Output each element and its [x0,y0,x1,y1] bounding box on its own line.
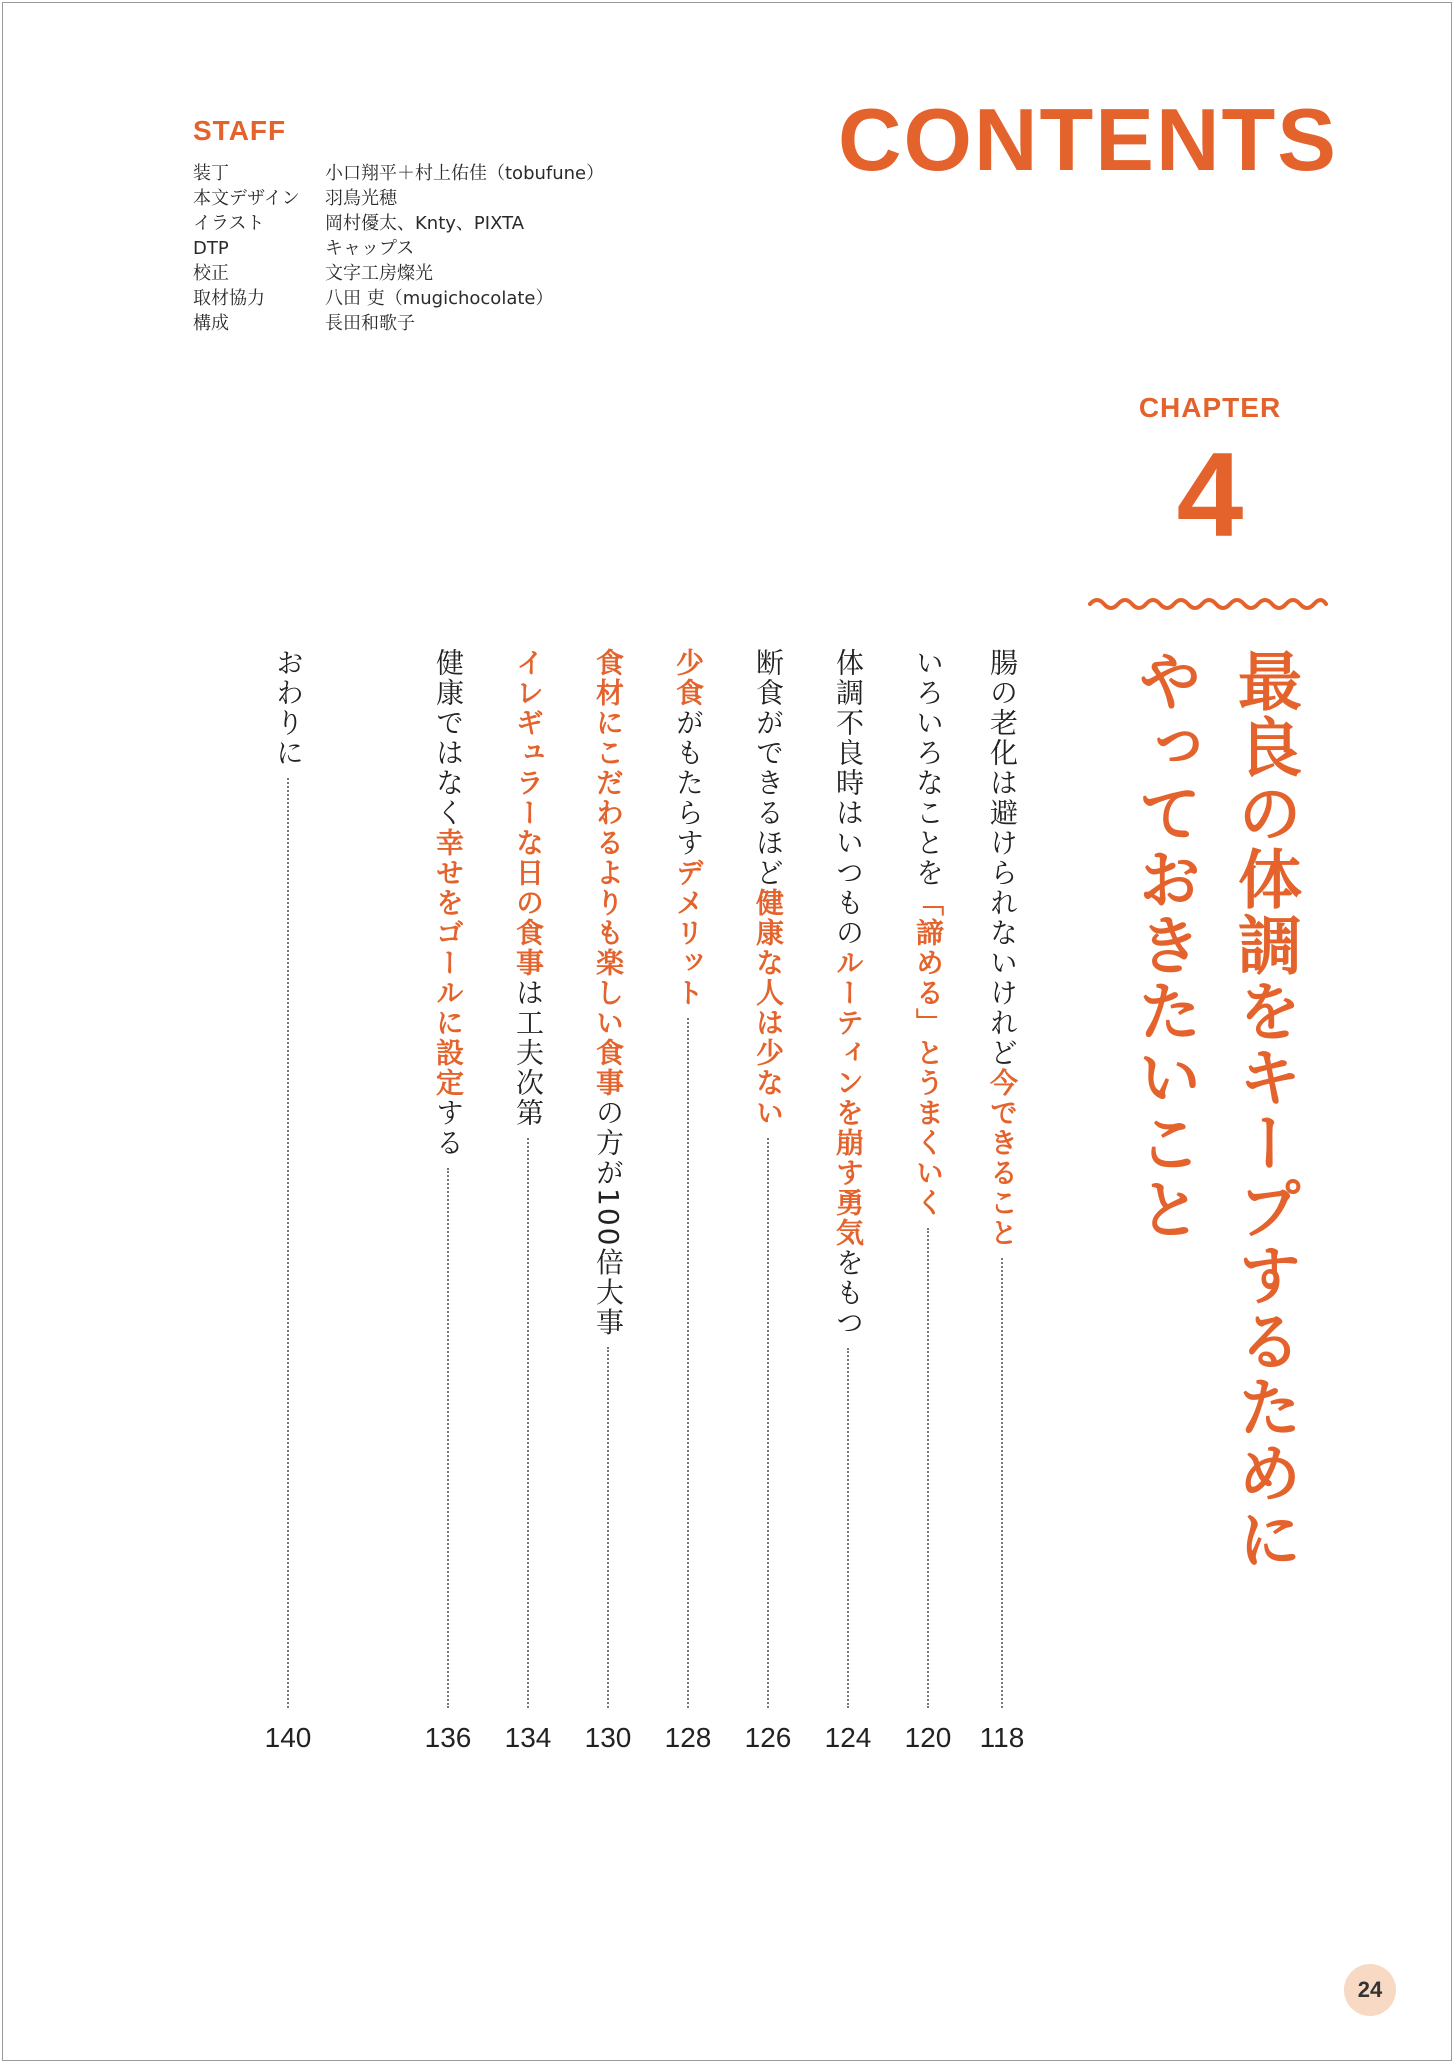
toc-entry-title[interactable] [670,648,706,1008]
toc-entry-title[interactable] [750,648,786,1128]
toc-page-number[interactable]: 140 [264,1722,312,1753]
staff-row [193,186,604,211]
toc-entry-text: は工夫次第 [512,978,545,1128]
toc-entry-highlight: デメリット [672,858,705,1008]
staff-role: 校正 [193,263,229,284]
dot-leader [687,1018,689,1708]
toc-entry-highlight: 健康な人は少ない [752,888,785,1128]
toc-entry-text: の方が100倍大事 [592,1098,625,1338]
staff-name: 岡村優太、Knty、PIXTA [325,213,525,234]
dot-leader [607,1347,609,1708]
toc-page-number[interactable]: 120 [904,1722,952,1753]
toc-entry-text: いろいろなことを [912,648,945,888]
toc-entry-text: する [432,1098,465,1158]
toc-entry-highlight: 幸せをゴールに設定 [432,828,465,1098]
staff-name: キャップス [325,238,415,259]
staff-name: 八田 吏（mugichocolate） [325,288,554,309]
staff-row [193,211,604,236]
toc-page-number[interactable]: 118 [979,1722,1025,1753]
staff-role: 装丁 [193,163,229,184]
dot-leader [527,1138,529,1708]
toc-page-number[interactable]: 136 [424,1722,472,1753]
dot-leader [447,1168,449,1708]
staff-role: 取材協力 [193,288,265,309]
toc-entry-text: 健康ではなく [432,648,465,828]
toc-entry-text: 腸の老化は避けられないけれど [986,648,1019,1068]
toc-entry-title[interactable] [910,648,946,1218]
dot-leader [1001,1258,1003,1708]
staff-title: STAFF [193,115,287,146]
toc-entry-text: 断食ができるほど [752,648,785,888]
staff-name: 文字工房燦光 [325,263,433,284]
dot-leader [927,1228,929,1708]
toc-entry-title[interactable] [270,648,306,768]
staff-row [193,161,604,186]
chapter-number: 4 [1176,428,1244,562]
toc-entry-highlight: ルーティンを崩す勇気 [832,948,865,1248]
dot-leader [287,778,289,1708]
staff-role: 構成 [193,313,229,334]
staff-row [193,286,604,311]
chapter-title-line2: やっておきたいこと [1127,648,1201,1242]
staff-row [193,261,604,286]
toc-page-number[interactable]: 130 [584,1722,632,1753]
toc-entry-highlight: 今できること [986,1068,1019,1248]
toc-entry-highlight: とうまくいく [912,1038,945,1218]
dot-leader [847,1348,849,1708]
toc-entry-text: をもつ [832,1248,865,1338]
staff-list [193,161,604,336]
toc-entry-highlight: 食材にこだわるよりも楽しい食事 [592,648,625,1098]
toc-entry-title[interactable] [590,648,626,1337]
toc-entry-highlight: 少食 [672,648,705,708]
wavy-divider [1088,592,1328,616]
staff-name: 長田和歌子 [325,313,415,334]
chapter-label: CHAPTER [1138,392,1282,423]
staff-row [193,236,604,261]
toc-page-number[interactable]: 126 [744,1722,792,1753]
page-number-badge: 24 [1344,1964,1396,2016]
toc-entry-title[interactable] [430,648,466,1158]
staff-name: 小口翔平＋村上佑佳（tobufune） [325,163,605,184]
toc-entry-highlight: 「諦める」 [912,888,945,1038]
dot-leader [767,1138,769,1708]
toc-entry-text: おわりに [272,648,305,768]
staff-name: 羽鳥光穂 [325,188,397,209]
staff-role: 本文デザイン [193,188,300,209]
toc-entry-text: 体調不良時はいつもの [832,648,865,948]
toc-entry-highlight: イレギュラーな日の食事 [512,648,545,978]
chapter-title-line1: 最良の体調をキープするために [1227,648,1301,1572]
contents-title: CONTENTS [838,90,1338,189]
toc-entry-title[interactable] [830,648,866,1338]
toc-page-number[interactable]: 134 [504,1722,552,1753]
toc-entry-text: がもたらす [672,708,705,858]
staff-row [193,311,604,336]
toc-entry-title[interactable] [984,648,1020,1248]
toc-page-number[interactable]: 128 [664,1722,712,1753]
staff-role: イラスト [193,213,265,234]
staff-role: DTP [193,238,229,259]
toc-entry-title[interactable] [510,648,546,1128]
toc-page-number[interactable]: 124 [824,1722,872,1753]
